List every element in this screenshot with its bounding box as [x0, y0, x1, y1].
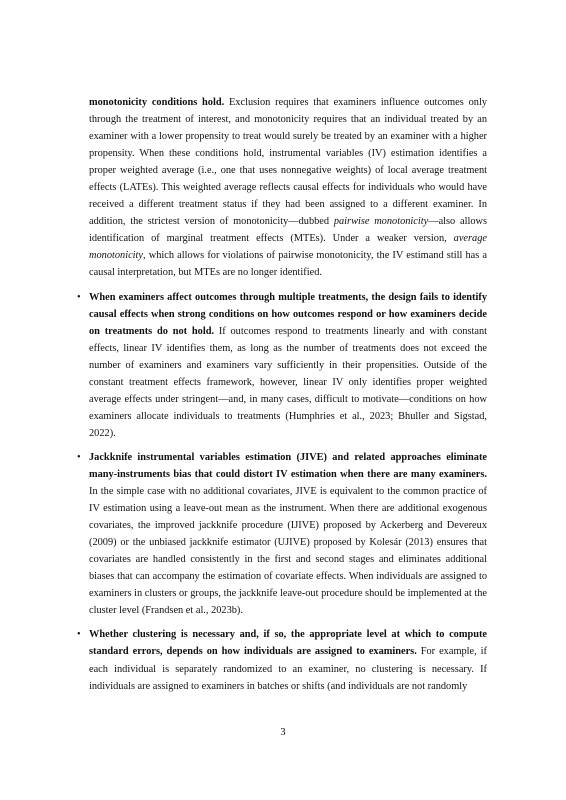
- intro-italic-1: pairwise monotonicity: [333, 216, 429, 228]
- intro-paragraph: [89, 94, 487, 282]
- bullet-text: In the simple case with no additional covariates, JIVE is equivalent to the common practice of IV estimation using a leave-out mean as the instrument. When there are additional exogenous covariates, the improved jackknife procedure (IJIVE) proposed by Ackerberg and Devereux (2009) or the unbiased jackknife estimator (UJIVE) proposed by Kolesár (2013) ensures that covariates are handled consistently in the first and second stages and eliminates additional biases that can accompany the estimation of covariate effects. When individuals are assigned to examiners in clusters or groups, the jackknife leave-out procedure should be implemented at the cluster level (Frandsen et al., 2023b).: [89, 486, 487, 617]
- page-number: 3: [280, 727, 286, 738]
- bullet-text: If outcomes respond to treatments linearly and with constant effects, linear IV identifies them, as long as the number of treatments does not exceed the number of examiners and examiners vary sufficiently in their propensities. Outside of the constant treatment effects framework, however, linear IV only identifies proper weighted average effects under stringent—and, in many cases, difficult to motivate—conditions on how examiners allocate individuals to treatments (Humphries et al., 2023; Bhuller and Sigstad, 2022).: [89, 325, 487, 439]
- list-item: [77, 449, 487, 619]
- bullet-lead: Jackknife instrumental variables estimation (JIVE) and related approaches eliminate many-instruments bias that could distort IV estimation when there are many examiners.: [89, 451, 487, 480]
- intro-text-3: , which allows for violations of pairwise monotonicity, the IV estimand still has a causal interpretation, but MTEs are no longer identified.: [89, 250, 487, 279]
- intro-text-1: Exclusion requires that examiners influence outcomes only through the treatment of interest, and monotonicity requires that an individual treated by an examiner with a lower propensity to treat would surely be treated by an examiner with a higher propensity. When these conditions hold, instrumental variables (IV) estimation identifies a proper weighted average (i.e., one that uses nonnegative weights) of local average treatment effects (LATEs). This weighted average reflects causal effects for individuals who would have received a different treatment status if they had been assigned to a different examiner. In addition, the strictest version of monotonicity—dubbed: [89, 97, 487, 228]
- bullet-lead: When examiners affect outcomes through multiple treatments, the design fails to identify causal effects when strong conditions on how outcomes respond or how examiners decide on treatments do not hold.: [89, 291, 487, 337]
- list-item: [77, 626, 487, 694]
- page-body: [77, 94, 487, 695]
- bullet-text: For example, if each individual is separately randomized to an examiner, no clustering is necessary. If individuals are assigned to examiners in batches or shifts (and individuals are not randomly: [89, 646, 487, 692]
- bullet-icon: •: [77, 291, 81, 303]
- list-item: [77, 289, 487, 442]
- bullet-icon: •: [77, 629, 81, 641]
- intro-text-2: —also allows identification of marginal treatment effects (MTEs). Under a weaker version,: [89, 216, 487, 245]
- bullet-lead: Whether clustering is necessary and, if so, the appropriate level at which to compute standard errors, depends on how individuals are assigned to examiners.: [89, 629, 487, 658]
- bullet-icon: •: [77, 451, 81, 463]
- intro-italic-2: average monotonicity: [89, 233, 487, 262]
- intro-lead: monotonicity conditions hold.: [89, 97, 225, 108]
- findings-list: [77, 289, 487, 695]
